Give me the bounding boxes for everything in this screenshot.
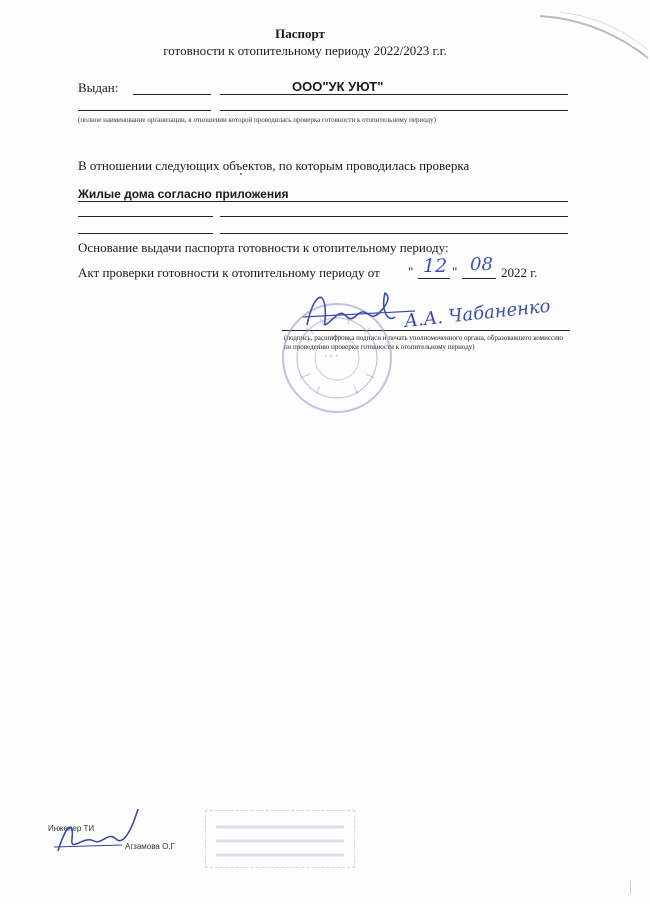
objects-line2-left [78, 216, 213, 217]
footer-name: Агзамова О.Г [125, 842, 175, 851]
objects-intro: В отношении следующих объектов, по которым проводилась проверка [78, 158, 470, 173]
act-year: 2022 г. [501, 265, 538, 280]
document-title: Паспорт [275, 26, 325, 41]
issued-label: Выдан: [78, 80, 119, 95]
act-day-handwritten: 12 [423, 255, 448, 277]
handwritten-signature [295, 287, 595, 342]
act-day-underline [418, 278, 450, 279]
quote-open: " [408, 264, 414, 279]
rectangular-stamp [205, 810, 355, 868]
act-month-underline [462, 278, 496, 279]
issued-line2-left [78, 110, 211, 111]
quote-close: " [452, 264, 458, 279]
rectangular-stamp-lines [206, 811, 354, 867]
objects-line2-right [220, 216, 568, 217]
issued-organization: ООО"УК УЮТ" [292, 79, 384, 94]
issued-note: (полное наименование организации, в отношении которой проводилась проверка готовности к отопительному периоду) [78, 116, 436, 124]
document-subtitle: готовности к отопительному периоду 2022/2023 г.г. [163, 43, 447, 58]
footer-role: Инженер ТИ [48, 824, 95, 833]
speck [630, 880, 631, 894]
objects-line3-right [220, 233, 568, 234]
speck [240, 173, 242, 175]
svg-text:• • •: • • • [324, 353, 339, 360]
act-month-handwritten: 08 [470, 254, 493, 275]
objects-line3-left [78, 233, 213, 234]
act-prefix: Акт проверки готовности к отопительному периоду от [78, 265, 380, 280]
signature-caption: (подпись, расшифровка подписи и печать уполномоченного органа, образовавшего комиссию по проведению проверки готовности к отопительному периоду) [284, 334, 564, 351]
issued-line2-right [220, 110, 568, 111]
objects-value: Жилые дома согласно приложения [78, 187, 289, 201]
objects-line1 [78, 201, 568, 202]
basis-text: Основание выдачи паспорта готовности к отопительному периоду: [78, 240, 449, 255]
signature-name-handwritten: А.А. Чабаненко [403, 295, 552, 332]
issued-underline-left [133, 94, 211, 95]
issued-underline-right [220, 94, 568, 95]
